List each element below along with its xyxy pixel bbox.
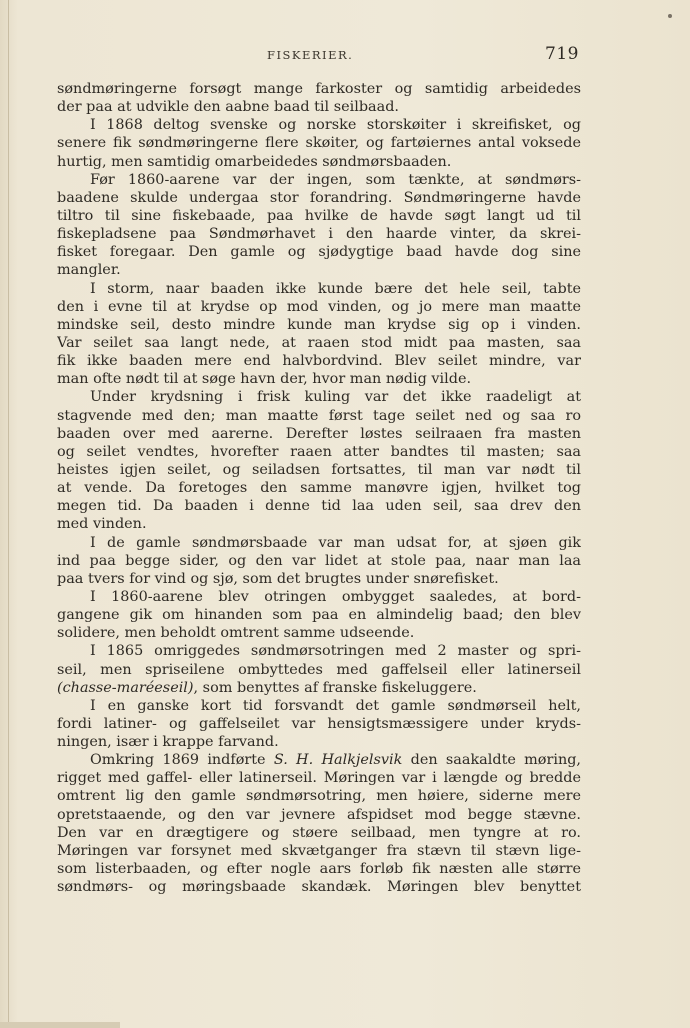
text-line: man ofte nødt til at søge havn der, hvor man nødig vilde.	[57, 371, 472, 388]
text-run: den saakaldte møring,	[402, 752, 581, 769]
text-line: som listerbaaden, og efter nogle aars forløb fik næsten alle større	[57, 861, 581, 878]
text-line: I 1865 omriggedes søndmørsotringen med 2 master og spri-	[90, 643, 581, 660]
text-line: seil, men spriseilene ombyttedes med gaffelseil eller latinerseil	[57, 661, 581, 678]
page-gutter-line	[8, 0, 9, 1028]
text-line: Møringen var forsynet med skvætganger fra stævn til stævn lige-	[57, 842, 581, 859]
text-line: senere fik søndmøringerne flere skøiter, og fartøiernes antal voksede	[57, 135, 581, 152]
body-text	[57, 80, 581, 896]
text-line: fordi latiner- og gaffelseilet var hensigtsmæssigere under kryds-	[57, 715, 581, 732]
page-header	[57, 44, 581, 66]
text-line: paa tvers for vind og sjø, som det brugtes under snørefisket.	[57, 570, 499, 587]
page-edge-shadow	[0, 1022, 120, 1028]
text-line: Var seilet saa langt nede, at raaen stod midt paa masten, saa	[57, 334, 581, 351]
text-line: der paa at udvikle den aabne baad til seilbaad.	[57, 99, 399, 116]
text-line: I en ganske kort tid forsvandt det gamle søndmørseil helt,	[90, 697, 581, 714]
text-line: mangler.	[57, 262, 121, 279]
text-line: Den var en drægtigere og støere seilbaad, men tyngre at ro.	[57, 824, 581, 841]
text-line: med vinden.	[57, 516, 147, 533]
text-line: heistes igjen seilet, og seiladsen fortsattes, til man var nødt til	[57, 461, 581, 478]
text-line: rigget med gaffel- eller latinerseil. Møringen var i længde og bredde	[57, 770, 581, 787]
text-line: opretstaaende, og den var jevnere afspidset mod begge stævne.	[57, 806, 581, 823]
text-line: mindske seil, desto mindre kunde man krydse sig op i vinden.	[57, 316, 581, 333]
text-line: baaden over med aarerne. Derefter løstes seilraaen fra masten	[57, 425, 581, 442]
text-run: Omkring 1869 indførte	[90, 752, 274, 769]
text-line: fisket foregaar. Den gamle og sjødygtige baad havde dog sine	[57, 244, 581, 261]
italic-term: (chasse-maréeseil)	[57, 679, 194, 696]
text-line: gangene gik om hinanden som paa en almindelig baad; den blev	[57, 607, 581, 624]
text-line: ningen, især i krappe farvand.	[57, 734, 279, 751]
text-run: , som benyttes af franske fiskeluggere.	[193, 679, 477, 696]
text-line: ind paa begge sider, og den var lidet at stole paa, naar man laa	[57, 552, 581, 569]
ink-speck	[668, 14, 672, 18]
text-line: den i evne til at krydse op mod vinden, og jo mere man maatte	[57, 298, 581, 315]
page-number: 719	[545, 44, 579, 64]
text-line: omtrent lig den gamle søndmørsotring, men høiere, siderne mere	[57, 788, 581, 805]
text-line: Før 1860-aarene var der ingen, som tænkte, at søndmørs-	[90, 171, 581, 188]
text-line: stagvende med den; man maatte først tage seilet ned og saa ro	[57, 407, 581, 424]
text-line: at vende. Da foretoges den samme manøvre igjen, hvilket tog	[57, 480, 581, 497]
text-line: solidere, men beholdt omtrent samme udseende.	[57, 625, 415, 642]
running-head: FISKERIER.	[267, 48, 354, 62]
italic-name: S. H. Halkjelsvik	[273, 752, 403, 769]
text-line: hurtig, men samtidig omarbeidedes søndmørsbaaden.	[57, 153, 452, 170]
text-line: fiskepladsene paa Søndmørhavet i den haarde vinter, da skrei-	[57, 226, 581, 243]
text-line: I 1868 deltog svenske og norske storskøiter i skreifisket, og	[90, 117, 581, 134]
text-line: tiltro til sine fiskebaade, paa hvilke de havde søgt langt ud til	[57, 207, 581, 224]
text-line: baadene skulde undergaa stor forandring. Søndmøringerne havde	[57, 189, 581, 206]
text-line: og seilet vendtes, hvorefter raaen atter bandtes til masten; saa	[57, 443, 581, 460]
text-line: I storm, naar baaden ikke kunde bære det hele seil, tabte	[90, 280, 581, 297]
text-line: fik ikke baaden mere end halvbordvind. Blev seilet mindre, var	[57, 353, 581, 370]
text-line: søndmøringerne forsøgt mange farkoster og samtidig arbeidedes	[57, 81, 581, 97]
text-line: Under krydsning i frisk kuling var det ikke raadeligt at	[90, 389, 581, 406]
text-line: søndmørs- og møringsbaade skandæk. Møringen blev benyttet	[57, 879, 581, 896]
text-line: megen tid. Da baaden i denne tid laa uden seil, saa drev den	[57, 498, 581, 515]
text-line	[57, 751, 581, 769]
text-line: I de gamle søndmørsbaade var man udsat for, at sjøen gik	[90, 534, 581, 551]
text-line	[57, 679, 581, 697]
text-line: I 1860-aarene blev otringen ombygget saaledes, at bord-	[90, 588, 581, 605]
